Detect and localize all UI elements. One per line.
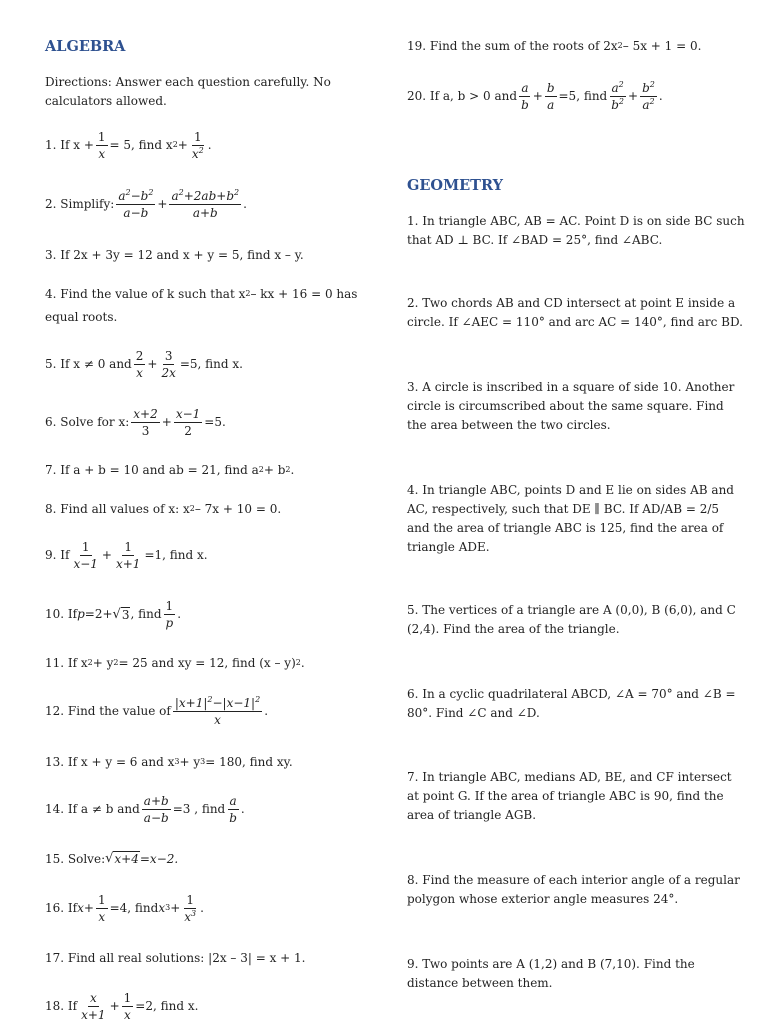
question-text: 9. If: [45, 548, 70, 562]
operator: +: [157, 197, 168, 211]
question-text: 1. If x +: [45, 138, 94, 152]
operator: +: [177, 138, 188, 152]
radicand: x+4: [114, 852, 139, 866]
variable: p: [77, 607, 85, 621]
operator: +: [83, 901, 94, 915]
fraction: [116, 187, 155, 220]
question-text: 19. Find the sum of the roots of 2x: [407, 38, 618, 53]
fraction: [545, 82, 557, 111]
question-text: 12. Find the value of: [45, 704, 171, 718]
algebra-question-10: [45, 597, 181, 631]
term: a: [118, 188, 126, 203]
question-text: , find: [130, 607, 162, 621]
question-line: 1. In triangle ABC, AB = AC. Point D is on side BC such: [407, 214, 745, 228]
fraction: [79, 992, 107, 1021]
question-text: 3. If 2x + 3y = 12 and x + y = 5, find x – y.: [45, 247, 304, 262]
directions: [45, 73, 331, 111]
numerator: a: [229, 793, 237, 808]
question-text: 8. Find all values of x: x: [45, 501, 190, 516]
exponent: 2: [255, 694, 261, 704]
algebra-question-17: [45, 948, 306, 967]
algebra-question-16: 16. If x + $\frac{1}{x}$ =4, find x 3 + $\frac{1}{x^3}$ .: [45, 892, 204, 924]
directions-line: calculators allowed.: [45, 94, 167, 108]
question-line: area of triangle AGB.: [407, 808, 537, 822]
denominator: [609, 97, 626, 111]
question-text: =x−2.: [139, 851, 179, 866]
term: −|x−1|: [212, 695, 256, 710]
denominator: x+1: [81, 1007, 106, 1022]
question-line: the area between the two circles.: [407, 418, 611, 432]
question-text: =5, find: [558, 89, 608, 103]
question-text: equal roots.: [45, 310, 118, 324]
denominator: a−b: [143, 810, 169, 825]
question-text: – 7x + 10 = 0.: [194, 501, 282, 516]
question-line: 3. A circle is inscribed in a square of side 10. Another: [407, 380, 735, 394]
algebra-question-12: [45, 692, 268, 730]
denominator: x−1: [73, 556, 98, 571]
numerator: [169, 187, 241, 205]
numerator: 3: [164, 348, 173, 363]
fraction: [114, 541, 142, 570]
question-text: = 25 and xy = 12, find (x – y): [118, 655, 296, 670]
question-text: = 180, find xy.: [205, 754, 293, 769]
question-text: 4. Find the value of k such that x: [45, 287, 246, 301]
geometry-question-7: [407, 768, 732, 825]
question-text: + y: [92, 655, 114, 670]
numerator: x: [89, 990, 97, 1005]
question-text: 14. If a ≠ b and: [45, 802, 140, 816]
geometry-question-1: [407, 212, 745, 250]
question-line: 2. Two chords AB and CD intersect at point E inside a: [407, 296, 736, 310]
numerator: 1: [193, 129, 202, 144]
question-text: =2, find x.: [135, 999, 199, 1013]
operator: +: [109, 999, 120, 1013]
question-text: = 5, find x: [109, 138, 173, 152]
question-text: 13. If x + y = 6 and x: [45, 754, 175, 769]
punctuation: .: [243, 197, 247, 211]
question-line: 8. Find the measure of each interior angle of a regular: [407, 873, 740, 887]
numerator: 1: [123, 990, 132, 1005]
denominator: [182, 909, 198, 923]
numerator: [640, 79, 657, 97]
question-line: at point G. If the area of triangle ABC is 90, find the: [407, 789, 724, 803]
fraction: [142, 795, 171, 824]
operator: +: [628, 89, 639, 103]
punctuation: .: [658, 89, 663, 103]
operator: +: [147, 357, 158, 371]
numerator: a+b: [143, 793, 169, 808]
denominator: x: [124, 1007, 131, 1022]
denominator: a: [547, 97, 555, 112]
question-text: =4, find: [109, 901, 159, 915]
question-text: 17. Find all real solutions: |2x – 3| = x + 1.: [45, 950, 306, 965]
punctuation: .: [240, 802, 245, 816]
exponent: 2: [198, 145, 204, 155]
question-text: – 5x + 1 = 0.: [622, 38, 702, 53]
algebra-question-5: [45, 347, 243, 381]
question-text: 15. Solve:: [45, 851, 106, 866]
question-line: AC, respectively, such that DE ∥ BC. If AD/AB = 2/5: [407, 502, 720, 516]
question-text: =2+: [84, 607, 113, 621]
numerator: a: [521, 80, 529, 95]
numerator: [173, 694, 262, 712]
exponent: 3: [191, 908, 197, 918]
operator: +: [161, 415, 172, 429]
exponent: 2: [618, 79, 624, 89]
question-line: distance between them.: [407, 976, 553, 990]
question-line: 6. In a cyclic quadrilateral ABCD, ∠A = 70° and ∠B =: [407, 687, 736, 701]
variable: x: [158, 901, 166, 915]
numerator: 1: [186, 892, 194, 907]
geometry-question-3: [407, 378, 734, 435]
denominator: p: [165, 615, 174, 630]
question-text: 2. Simplify:: [45, 197, 115, 211]
question-text: =5.: [204, 415, 226, 429]
operator: +: [532, 89, 543, 103]
geometry-question-6: [407, 685, 736, 723]
punctuation: .: [200, 901, 204, 915]
question-line: polygon whose exterior angle measures 24°.: [407, 892, 679, 906]
algebra-question-13: 13. If x + y = 6 and x 3 + y 3 = 180, find xy.: [45, 754, 293, 769]
numerator: x+2: [133, 406, 158, 421]
operator: +: [101, 548, 112, 562]
fraction: [96, 131, 108, 160]
question-text: 7. If a + b = 10 and ab = 21, find a: [45, 462, 259, 477]
question-text: – kx + 16 = 0 has: [250, 287, 358, 301]
question-line: 5. The vertices of a triangle are A (0,0), B (6,0), and C: [407, 603, 736, 617]
question-text: =1, find x.: [144, 548, 208, 562]
radicand: 3: [121, 607, 130, 622]
denominator: 3: [141, 423, 150, 438]
radical-sign: √: [105, 851, 114, 866]
question-line: 7. In triangle ABC, medians AD, BE, and CF intersect: [407, 770, 732, 784]
denominator: b: [521, 97, 529, 112]
question-text: =5, find x.: [179, 357, 243, 371]
denominator: 2x: [161, 365, 176, 380]
denominator: x+1: [115, 556, 141, 571]
algebra-question-1: 1. If x + $\frac{1}{x}$ = 5, find x 2 + $\frac{1}{x^2}$ .: [45, 129, 212, 161]
fraction: [71, 541, 99, 570]
directions-line: Directions: Answer each question carefully. No: [45, 75, 331, 89]
fraction: [173, 694, 262, 727]
denominator: a−b: [123, 205, 149, 220]
numerator-text: a: [611, 80, 619, 95]
exponent: 2: [148, 187, 154, 197]
question-line: 4. In triangle ABC, points D and E lie on sides AB and: [407, 483, 734, 497]
question-line: 80°. Find ∠C and ∠D.: [407, 706, 540, 720]
numerator: 1: [124, 539, 133, 554]
fraction: [134, 350, 146, 379]
exponent: 2: [618, 96, 625, 106]
question-text: 18. If: [45, 999, 78, 1013]
algebra-question-9: [45, 538, 208, 572]
denominator: x: [98, 146, 106, 161]
question-text: 6. Solve for x:: [45, 415, 130, 429]
question-line: and the area of triangle ABC is 125, find the area of: [407, 521, 724, 535]
geometry-question-9: [407, 955, 695, 993]
fraction: [227, 795, 239, 824]
denominator-text: a: [642, 97, 650, 112]
question-line: that AD ⊥ BC. If ∠BAD = 25°, find ∠ABC.: [407, 233, 663, 247]
question-text: + y: [179, 754, 201, 769]
fraction: [609, 79, 626, 112]
algebra-question-11: 11. If x 2 + y 2 = 25 and xy = 12, find (x – y) 2 .: [45, 655, 305, 670]
algebra-question-20: [407, 76, 663, 116]
term: a: [171, 188, 179, 203]
denominator: x: [136, 365, 143, 380]
fraction: [640, 79, 657, 112]
denominator-text: x: [191, 146, 199, 161]
denominator: 2: [184, 423, 192, 438]
algebra-heading: ALGEBRA: [45, 38, 126, 55]
question-text: 5. If x ≠ 0 and: [45, 357, 132, 371]
algebra-question-18: [45, 989, 198, 1023]
numerator: x−1: [175, 406, 201, 421]
exponent: 2: [125, 187, 131, 197]
geometry-question-4: [407, 481, 734, 557]
question-line: triangle ADE.: [407, 540, 490, 554]
denominator: x: [214, 712, 221, 727]
operator: +: [170, 901, 181, 915]
question-line: 9. Two points are A (1,2) and B (7,10). Find the: [407, 957, 695, 971]
punctuation: .: [290, 462, 295, 477]
denominator: [190, 146, 206, 160]
variable: x: [77, 901, 84, 915]
question-line: circle. If ∠AEC = 110° and arc AC = 140°, find arc BD.: [407, 315, 743, 329]
question-text: 20. If a, b > 0 and: [407, 89, 518, 103]
numerator: 1: [97, 129, 106, 144]
term: +2ab+b: [183, 188, 234, 203]
punctuation: .: [264, 704, 269, 718]
exponent: 2: [649, 79, 655, 89]
exponent: 2: [649, 96, 655, 106]
geometry-heading: GEOMETRY: [407, 177, 503, 194]
fraction: [190, 131, 206, 160]
numerator: [610, 79, 626, 97]
numerator: 1: [97, 892, 106, 907]
question-text: =3 , find: [172, 802, 226, 816]
geometry-question-2: [407, 294, 743, 332]
algebra-question-15: [45, 849, 178, 868]
algebra-question-14: [45, 792, 245, 826]
punctuation: .: [300, 655, 305, 670]
geometry-question-5: [407, 601, 736, 639]
punctuation: .: [177, 607, 182, 621]
algebra-question-6: [45, 405, 226, 439]
denominator: b: [229, 810, 237, 825]
fraction: [164, 600, 176, 629]
fraction: [182, 894, 198, 923]
question-text: 10. If: [45, 607, 78, 621]
term: −b: [130, 188, 149, 203]
exponent: 2: [234, 187, 240, 197]
fraction: [96, 894, 108, 923]
numerator: 1: [165, 598, 174, 613]
term: |x+1|: [174, 695, 208, 710]
fraction: [519, 82, 531, 111]
numerator: 2: [135, 348, 144, 363]
algebra-question-8: 8. Find all values of x: x 2 – 7x + 10 = 0.: [45, 501, 282, 516]
geometry-question-8: [407, 871, 740, 909]
exponent: 2: [207, 694, 213, 704]
fraction: [169, 187, 241, 220]
algebra-question-3: [45, 245, 304, 264]
denominator: [640, 97, 656, 111]
question-text: 16. If: [45, 901, 78, 915]
algebra-question-19: 19. Find the sum of the roots of 2x 2 – 5x + 1 = 0.: [407, 38, 702, 53]
algebra-question-7: 7. If a + b = 10 and ab = 21, find a 2 + b 2 .: [45, 462, 295, 477]
radical-sign: √: [112, 606, 121, 622]
algebra-question-4: 4. Find the value of k such that x 2 – kx + 16 = 0 has equal roots.: [45, 283, 357, 329]
question-line: (2,4). Find the area of the triangle.: [407, 622, 620, 636]
denominator-text: x: [184, 909, 192, 924]
question-line: circle is circumscribed about the same square. Find: [407, 399, 724, 413]
numerator: b: [546, 80, 555, 95]
fraction: [174, 408, 202, 437]
numerator: 1: [81, 539, 90, 554]
exponent: 2: [178, 187, 184, 197]
fraction: [122, 992, 134, 1021]
fraction: [159, 350, 177, 379]
denominator: a+b: [192, 205, 218, 220]
question-text: + b: [263, 462, 286, 477]
algebra-question-2: [45, 186, 247, 222]
denominator-text: b: [611, 97, 619, 112]
numerator: [116, 187, 155, 205]
numerator-text: b: [642, 80, 650, 95]
denominator: x: [98, 909, 106, 924]
question-text: 11. If x: [45, 655, 88, 670]
fraction: [131, 408, 159, 437]
punctuation: .: [207, 138, 212, 152]
